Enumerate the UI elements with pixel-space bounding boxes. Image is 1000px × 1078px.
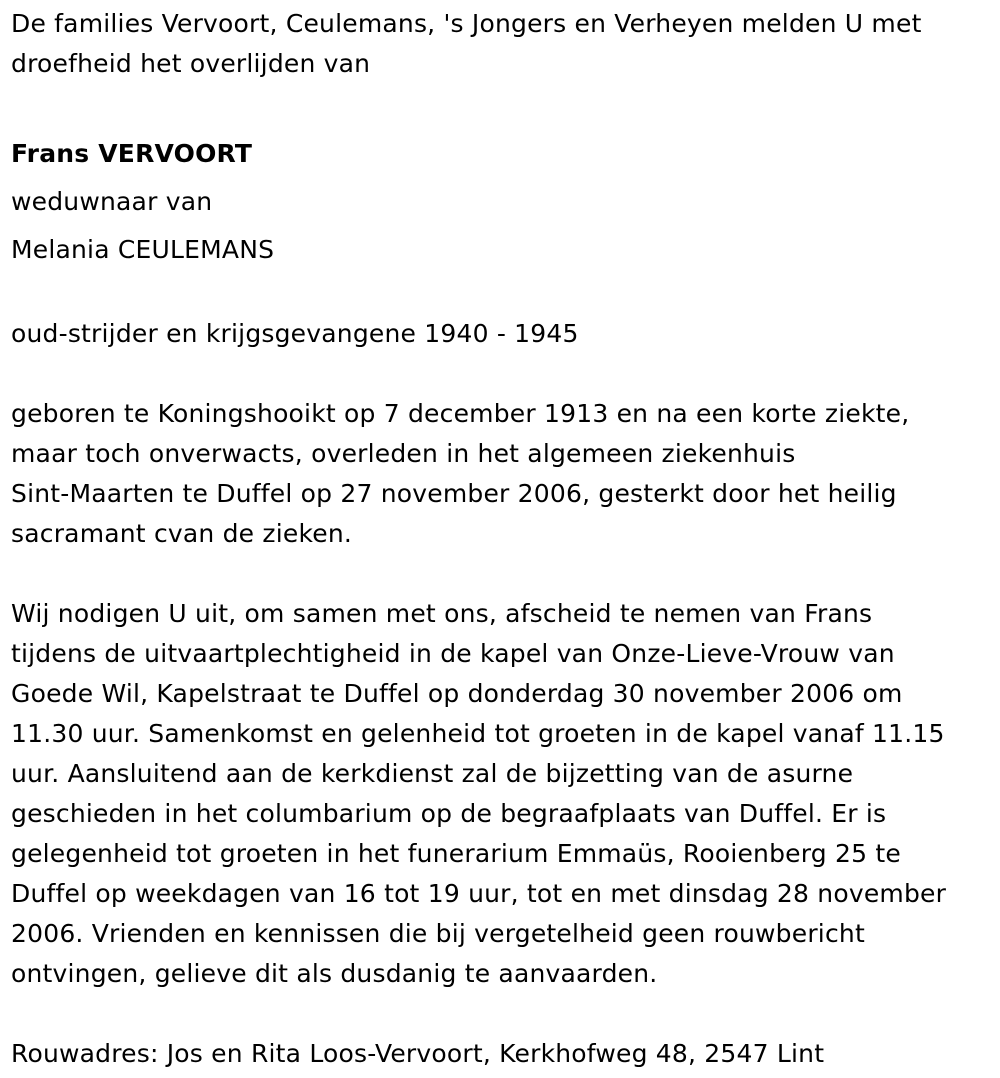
spacer xyxy=(11,84,991,124)
spacer xyxy=(11,354,991,394)
birth-death-paragraph: geboren te Koningshooikt op 7 december 1913 en na een korte ziekte, maar toch onverwacts, overleden in het algemeen ziekenhuis Sint-Maarten te Duffel op 27 november 2006, gesterkt door het heilig sacramant cvan de zieken. xyxy=(11,399,910,548)
spouse-name: Melania CEULEMANS xyxy=(11,235,275,264)
mourning-address: Rouwadres: Jos en Rita Loos-Vervoort, Kerkhofweg 48, 2547 Lint xyxy=(11,1039,825,1068)
widower-of-label: weduwnaar van xyxy=(11,187,213,216)
spacer xyxy=(11,274,991,314)
intro-text: De families Vervoort, Ceulemans, 's Jongers en Verheyen melden U met droefheid het overlijden van xyxy=(11,9,922,78)
invitation-paragraph: Wij nodigen U uit, om samen met ons, afscheid te nemen van Frans tijdens de uitvaartplechtigheid in de kapel van Onze-Lieve-Vrouw van Goede Wil, Kapelstraat te Duffel op donderdag 30 november 2006 om 11.30 uur. Samenkomst en gelenheid tot groeten in de kapel vanaf 11.15 uur. Aansluitend aan de kerkdienst zal de bijzetting van de asurne geschieden in het columbarium op de begraafplaats van Duffel. Er is gelegenheid tot groeten in het funerarium Emmaüs, Rooienberg 25 te Duffel op weekdagen van 16 tot 19 uur, tot en met dinsdag 28 november 2006. Vrienden en kennissen die bij vergetelheid geen rouwbericht ontvingen, gelieve dit als dusdanig te aanvaarden. xyxy=(11,599,947,988)
spacer xyxy=(11,994,991,1034)
death-announcement xyxy=(11,4,991,1074)
deceased-name: Frans VERVOORT xyxy=(11,139,253,168)
veteran-line: oud-strijder en krijgsgevangene 1940 - 1945 xyxy=(11,319,579,348)
spacer xyxy=(11,554,991,594)
